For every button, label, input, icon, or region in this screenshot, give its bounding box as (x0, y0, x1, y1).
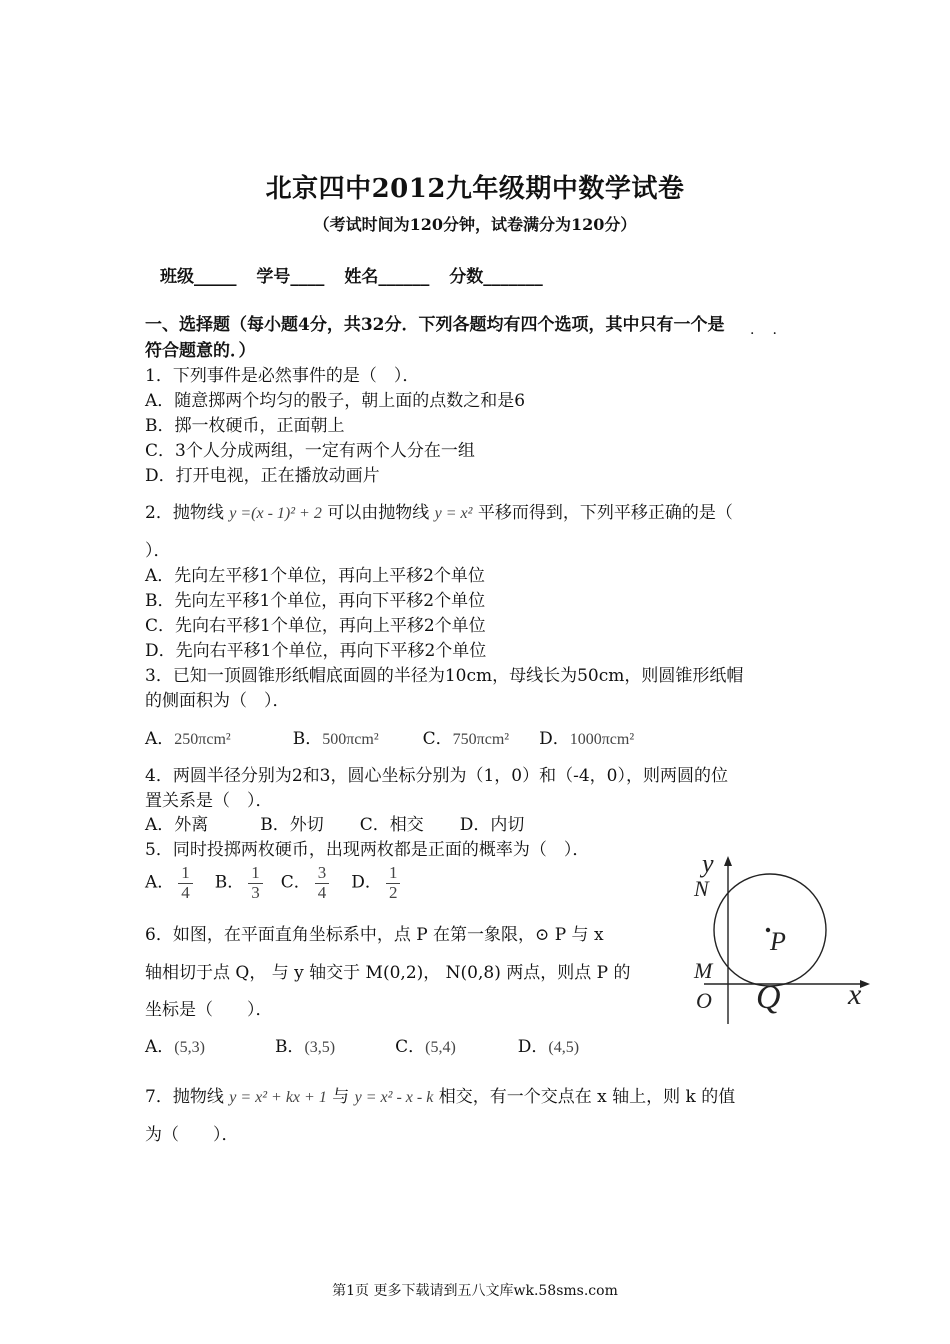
q1-option-a: A．随意掷两个均匀的骰子，朝上面的点数之和是6 (145, 391, 526, 411)
q5-option-c-fraction (315, 864, 330, 902)
q3-option-a-value: 250πcm² (174, 731, 231, 748)
q2-equation-2: y = x² (434, 505, 473, 522)
q4-stem-line2: 置关系是（ ）． (145, 791, 273, 811)
q2-equation-1: y =(x - 1)² + 2 (229, 505, 322, 522)
q3-option-d-value: 1000πcm² (569, 731, 635, 748)
section-heading-line2: 符合题意的．） (145, 341, 256, 361)
q3-options (145, 724, 634, 749)
q6-option-a-label: A． (145, 1037, 175, 1057)
q5-a-denominator: 4 (181, 882, 190, 902)
q5-b-denominator: 3 (251, 882, 260, 902)
q4-option-d: D．内切 (459, 815, 525, 835)
q7-stem-line2: 为（ ）． (145, 1125, 239, 1145)
q6-coordinate-figure (690, 848, 880, 1028)
q6-option-d-label: D． (517, 1037, 549, 1057)
q1-stem: 1．下列事件是必然事件的是（ ）． (145, 366, 420, 386)
q2-option-d: D．先向右平移1个单位，再向下平移2个单位 (145, 641, 487, 661)
student-id-field: 学号____ (256, 267, 325, 287)
class-field: 班级_____ (160, 267, 237, 287)
label-y: y (702, 849, 714, 878)
q6-option-a-value: (5,3) (174, 1039, 205, 1056)
q5-option-c-label: C． (280, 872, 311, 893)
q3-stem-line2: 的侧面积为（ ）． (145, 691, 290, 711)
page-subtitle: （考试时间为120分钟，试卷满分为120分） (313, 215, 637, 234)
label-o: O (696, 988, 712, 1013)
q5-option-d-label: D． (351, 872, 382, 893)
q6-stem-line1: 6．如图，在平面直角坐标系中，点 P 在第一象限，⊙ P 与 x (145, 925, 604, 945)
q2-option-a: A．先向左平移1个单位，再向上平移2个单位 (145, 566, 485, 586)
q2-stem (145, 498, 733, 523)
page-title: 北京四中2012九年级期中数学试卷 (265, 174, 685, 204)
q1-option-b: B．掷一枚硬币，正面朝上 (145, 416, 345, 436)
q3-option-d-label: D． (539, 729, 570, 749)
q3-option-c-label: C． (422, 729, 453, 749)
q5-a-numerator: 1 (178, 864, 193, 884)
name-field: 姓名______ (344, 267, 430, 287)
q5-option-b-fraction (248, 864, 263, 902)
score-field: 分数_______ (449, 267, 543, 287)
q4-option-a: A．外离 (145, 815, 209, 835)
q5-options (145, 864, 404, 902)
q5-option-a-label: A． (145, 872, 175, 893)
q2-stem-line2: ）． (145, 541, 171, 561)
q5-c-numerator: 3 (315, 864, 330, 884)
q3-option-a-label: A． (145, 729, 175, 749)
q1-option-d: D．打开电视，正在播放动画片 (145, 466, 380, 486)
q4-stem-line1: 4．两圆半径分别为2和3，圆心坐标分别为（1，0）和（-4，0），则两圆的位 (145, 766, 728, 786)
q6-option-c-value: (5,4) (425, 1039, 456, 1056)
q5-option-a-fraction (178, 864, 193, 902)
q4-option-c: C．相交 (359, 815, 424, 835)
q3-stem-line1: 3．已知一顶圆锥形纸帽底面圆的半径为10cm，母线长为50cm，则圆锥形纸帽 (145, 666, 744, 686)
q6-option-b-label: B． (274, 1037, 305, 1057)
q7-post: 相交，有一个交点在 x 轴上，则 k 的值 (438, 1087, 736, 1107)
x-axis-arrow (860, 980, 870, 988)
y-axis-arrow (724, 856, 732, 866)
q5-option-b-label: B． (214, 872, 245, 893)
page-footer: 第1页 更多下载请到五八文库wk.58sms.com (332, 1283, 618, 1299)
q4-options (145, 810, 524, 835)
q1-option-c: C．3个人分成两组，一定有两个人分在一组 (145, 441, 475, 461)
student-info-fields (160, 262, 557, 287)
q7-pre: 7．抛物线 (145, 1087, 224, 1107)
q3-option-b-value: 500πcm² (322, 731, 379, 748)
q7-equation-2: y = x² - x - k (354, 1089, 434, 1106)
q5-b-numerator: 1 (248, 864, 263, 884)
q5-c-denominator: 4 (317, 882, 327, 902)
q2-option-b: B．先向左平移1个单位，再向下平移2个单位 (145, 591, 486, 611)
label-p: P (770, 927, 786, 956)
q3-option-c-value: 750πcm² (452, 731, 510, 748)
q5-d-numerator: 1 (386, 864, 401, 884)
q7-equation-1: y = x² + kx + 1 (229, 1089, 327, 1106)
emphasis-dots: ·· (750, 326, 795, 342)
q6-options (145, 1032, 579, 1057)
q2-pre: 2．抛物线 (145, 503, 224, 523)
q6-option-d-value: (4,5) (548, 1039, 580, 1056)
label-q: Q (756, 979, 781, 1016)
q2-mid: 可以由抛物线 (327, 503, 430, 523)
q6-stem-line3: 坐标是（ ）． (145, 1000, 273, 1020)
q6-option-b-value: (3,5) (304, 1039, 336, 1056)
q7-mid: 与 (332, 1087, 350, 1107)
label-m: M (694, 958, 713, 983)
q5-d-denominator: 2 (388, 882, 398, 902)
q6-option-c-label: C． (395, 1037, 426, 1057)
q7-stem (145, 1082, 735, 1107)
q5-option-d-fraction (386, 864, 401, 902)
q4-option-b: B．外切 (260, 815, 324, 835)
section-heading-line1: 一、选择题（每小题4分，共32分．下列各题均有四个选项，其中只有一个是 (145, 315, 725, 335)
q5-stem: 5．同时投掷两枚硬币，出现两枚都是正面的概率为（ ）． (145, 840, 590, 860)
q2-post: 平移而得到，下列平移正确的是（ (477, 503, 733, 523)
label-x: x (848, 978, 862, 1011)
q3-option-b-label: B． (292, 729, 323, 749)
q6-stem-line2: 轴相切于点 Q， 与 y 轴交于 M(0,2)， N(0,8) 两点，则点 P 的 (145, 963, 631, 983)
q2-option-c: C．先向右平移1个单位，再向上平移2个单位 (145, 616, 486, 636)
label-n: N (694, 876, 709, 901)
